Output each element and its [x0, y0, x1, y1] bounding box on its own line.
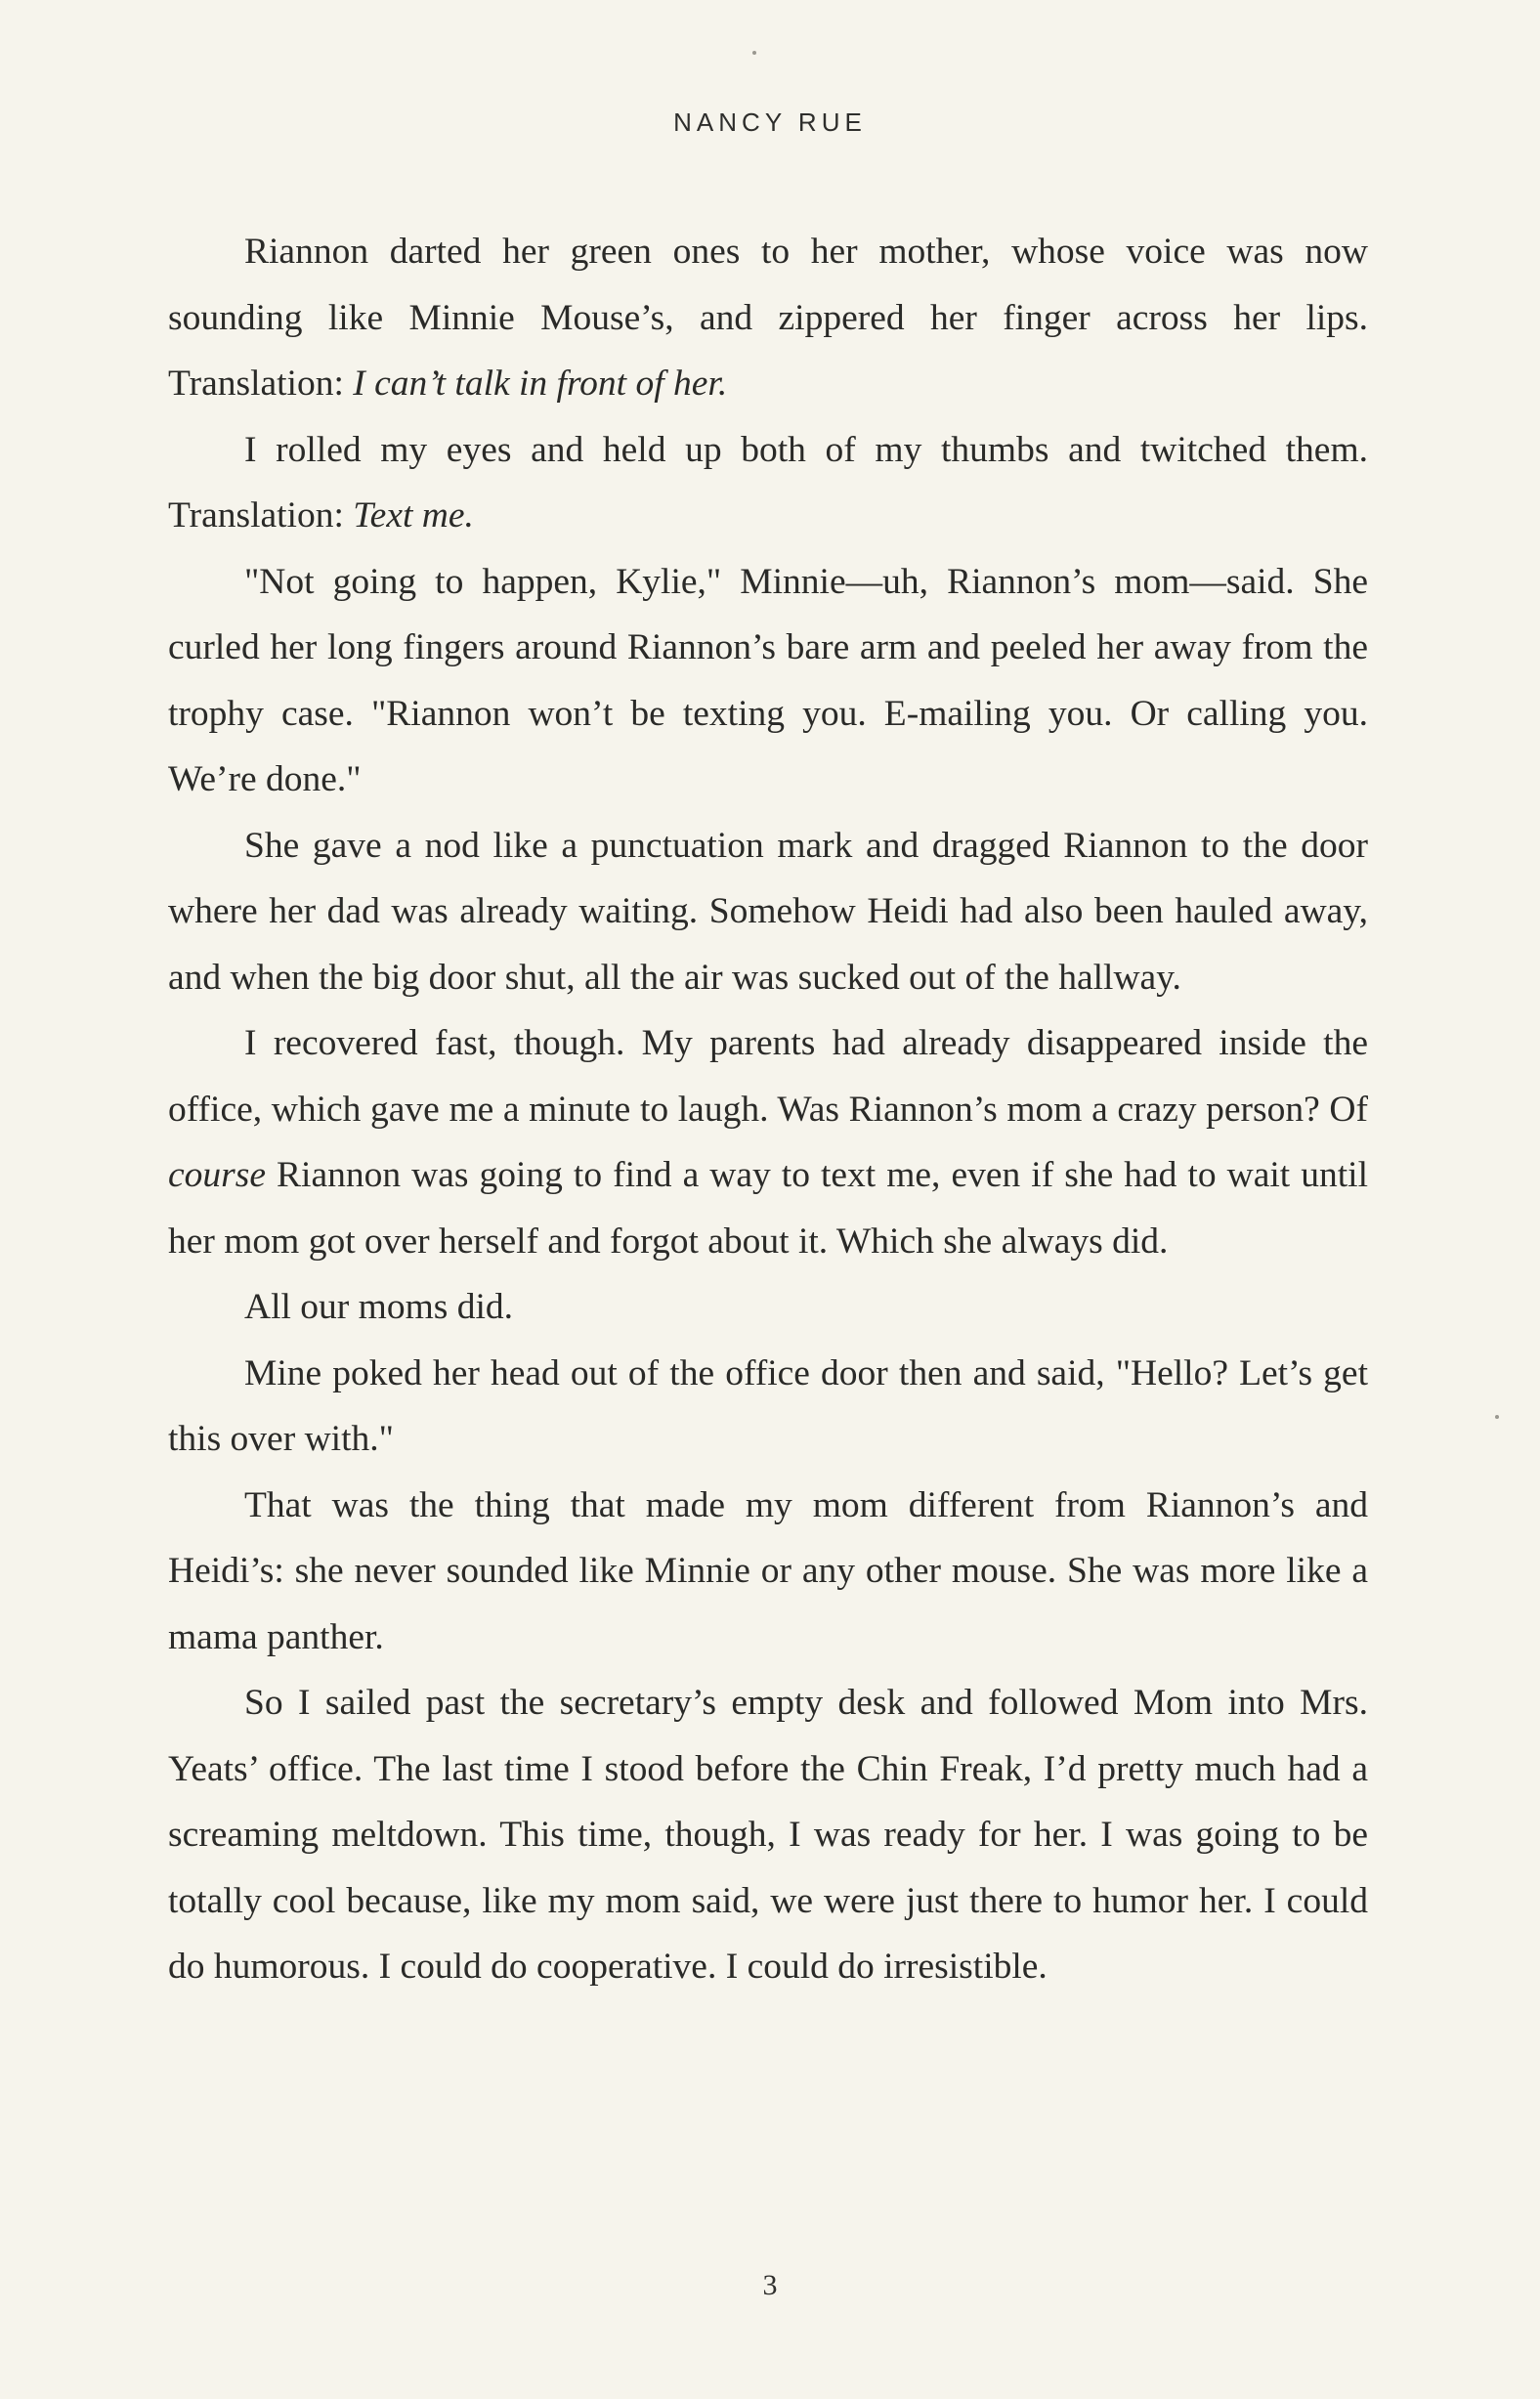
- text-run: She gave a nod like a punctuation mark and dragged Riannon to the door where her dad was already waiting. Somehow Heidi had also been hauled away, and when the big door shut, all the air was sucked out of the hallway.: [168, 825, 1368, 998]
- paragraph: [168, 219, 1368, 417]
- paragraph: [168, 417, 1368, 549]
- text-run: So I sailed past the secretary’s empty desk and followed Mom into Mrs. Yeats’ office. The last time I stood before the Chin Freak, I’d pretty much had a screaming meltdown. This time, though, I was ready for her. I was going to be totally cool because, like my mom said, we were just there to humor her. I could do humorous. I could do cooperative. I could do irresistible.: [168, 1683, 1368, 1987]
- text-run: Riannon darted her green ones to her mother, whose voice was now sounding like Minnie Mouse’s, and zippered her finger across her lips. Translation:: [168, 232, 1368, 404]
- paragraph: [168, 1670, 1368, 2000]
- body-text: [168, 219, 1368, 2000]
- text-run: All our moms did.: [244, 1287, 514, 1327]
- italic-text: course: [168, 1155, 266, 1195]
- running-head: NANCY RUE: [673, 107, 867, 137]
- italic-text: Text me.: [353, 495, 474, 535]
- text-run: That was the thing that made my mom different from Riannon’s and Heidi’s: she never sounded like Minnie or any other mouse. She was more like a mama panther.: [168, 1484, 1368, 1657]
- paragraph: [168, 549, 1368, 813]
- text-run: Mine poked her head out of the office door then and said, "Hello? Let’s get this over with.": [168, 1352, 1368, 1459]
- paragraph: [168, 1341, 1368, 1473]
- scan-speck: [752, 51, 756, 55]
- text-run: "Not going to happen, Kylie," Minnie—uh, Riannon’s mom—said. She curled her long fingers around Riannon’s bare arm and peeled her away from the trophy case. "Riannon won’t be texting you. E-mailing you. Or calling you. We’re done.": [168, 561, 1368, 799]
- paragraph: [168, 813, 1368, 1011]
- italic-text: I can’t talk in front of her.: [353, 364, 728, 404]
- scan-speck: [1495, 1415, 1499, 1419]
- paragraph: [168, 1473, 1368, 1671]
- paragraph: [168, 1274, 1368, 1341]
- text-run: Riannon was going to find a way to text me, even if she had to wait until her mom got over herself and forgot about it. Which she always did.: [168, 1155, 1368, 1262]
- page-number: 3: [762, 2269, 778, 2301]
- text-run: I rolled my eyes and held up both of my thumbs and twitched them. Translation:: [168, 429, 1368, 535]
- paragraph: [168, 1010, 1368, 1274]
- text-run: I recovered fast, though. My parents had already disappeared inside the office, which gave me a minute to laugh. Was Riannon’s mom a crazy person? Of: [168, 1023, 1368, 1130]
